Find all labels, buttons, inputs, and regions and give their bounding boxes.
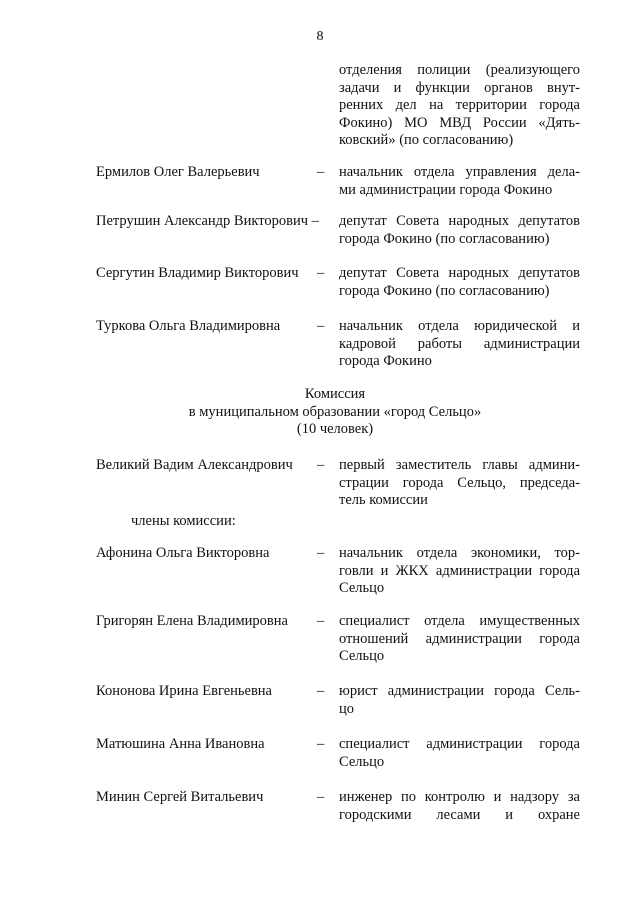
member-role bbox=[339, 164, 580, 199]
role-line: Сельцо bbox=[339, 580, 385, 596]
member-name: Петрушин Александр Викторович – bbox=[96, 213, 319, 229]
role-line: города Фокино (по согласованию) bbox=[339, 230, 550, 247]
members-label: члены комиссии: bbox=[131, 513, 236, 529]
member-role bbox=[339, 62, 580, 150]
role-line: специалист администрации города bbox=[339, 736, 580, 752]
member-role bbox=[339, 318, 580, 371]
member-role bbox=[339, 265, 580, 300]
member-dash: – bbox=[317, 164, 325, 180]
member-role bbox=[339, 736, 580, 771]
role-line: Сельцо bbox=[339, 648, 385, 664]
role-line: начальник отдела юридической и bbox=[339, 318, 580, 334]
role-line: Сельцо bbox=[339, 753, 385, 770]
member-name: Афонина Ольга Викторовна bbox=[96, 545, 270, 561]
member-dash: – bbox=[317, 265, 325, 281]
member-name: Туркова Ольга Владимировна bbox=[96, 318, 281, 334]
member-name: Григорян Елена Владимировна bbox=[96, 613, 288, 629]
role-line: ренних дел на территории города bbox=[339, 97, 580, 113]
role-line: отношений администрации города bbox=[339, 630, 580, 647]
member-name: Ермилов Олег Валерьевич bbox=[96, 164, 260, 180]
member-role bbox=[339, 457, 580, 510]
member-role bbox=[339, 789, 580, 824]
heading-count: (10 человек) bbox=[296, 421, 374, 437]
member-name: Сергутин Владимир Викторович bbox=[96, 265, 299, 281]
member-role bbox=[339, 683, 580, 718]
role-line: говли и ЖКХ администрации города bbox=[339, 562, 580, 579]
role-line: отделения полиции (реализующего bbox=[339, 62, 580, 78]
role-line: инженер по контролю и надзору за bbox=[339, 789, 580, 805]
commission-heading bbox=[0, 386, 640, 439]
role-line: задачи и функции органов внут- bbox=[339, 79, 580, 96]
member-dash: – bbox=[317, 683, 325, 699]
member-role bbox=[339, 545, 580, 598]
role-line: городскими лесами и охране bbox=[339, 806, 580, 823]
member-role bbox=[339, 613, 580, 666]
member-dash: – bbox=[317, 789, 325, 805]
role-line: начальник отдела управления дела- bbox=[339, 164, 580, 180]
member-name: Великий Вадим Александрович bbox=[96, 457, 293, 473]
role-line: цо bbox=[339, 700, 355, 717]
member-name: Кононова Ирина Евгеньевна bbox=[96, 683, 272, 699]
member-dash: – bbox=[317, 545, 325, 561]
role-line: специалист отдела имущественных bbox=[339, 613, 580, 629]
role-line: тель комиссии bbox=[339, 492, 428, 508]
role-line: города Фокино bbox=[339, 353, 432, 369]
member-name: Матюшина Анна Ивановна bbox=[96, 736, 265, 752]
role-line: кадровой работы администрации bbox=[339, 335, 580, 352]
role-line: Фокино) МО МВД России «Дять- bbox=[339, 114, 580, 131]
role-line: города Фокино (по согласованию) bbox=[339, 282, 550, 299]
member-dash: – bbox=[317, 736, 325, 752]
role-line: юрист администрации города Сель- bbox=[339, 683, 580, 699]
member-dash: – bbox=[317, 318, 325, 334]
role-line: ми администрации города Фокино bbox=[339, 181, 553, 198]
role-line: депутат Совета народных депутатов bbox=[339, 213, 580, 229]
role-line: депутат Совета народных депутатов bbox=[339, 265, 580, 281]
member-dash: – bbox=[317, 457, 325, 473]
member-name: Минин Сергей Витальевич bbox=[96, 789, 264, 805]
heading-title: Комиссия bbox=[304, 386, 366, 402]
role-line: начальник отдела экономики, тор- bbox=[339, 545, 580, 561]
member-dash: – bbox=[317, 613, 325, 629]
heading-municipality: в муниципальном образовании «город Сельцо» bbox=[188, 403, 482, 420]
role-line: первый заместитель главы админи- bbox=[339, 457, 580, 473]
role-line: страции города Сельцо, председа- bbox=[339, 474, 580, 491]
member-role bbox=[339, 213, 580, 248]
page-number: 8 bbox=[316, 29, 324, 44]
role-line: ковский» (по согласованию) bbox=[339, 132, 514, 148]
